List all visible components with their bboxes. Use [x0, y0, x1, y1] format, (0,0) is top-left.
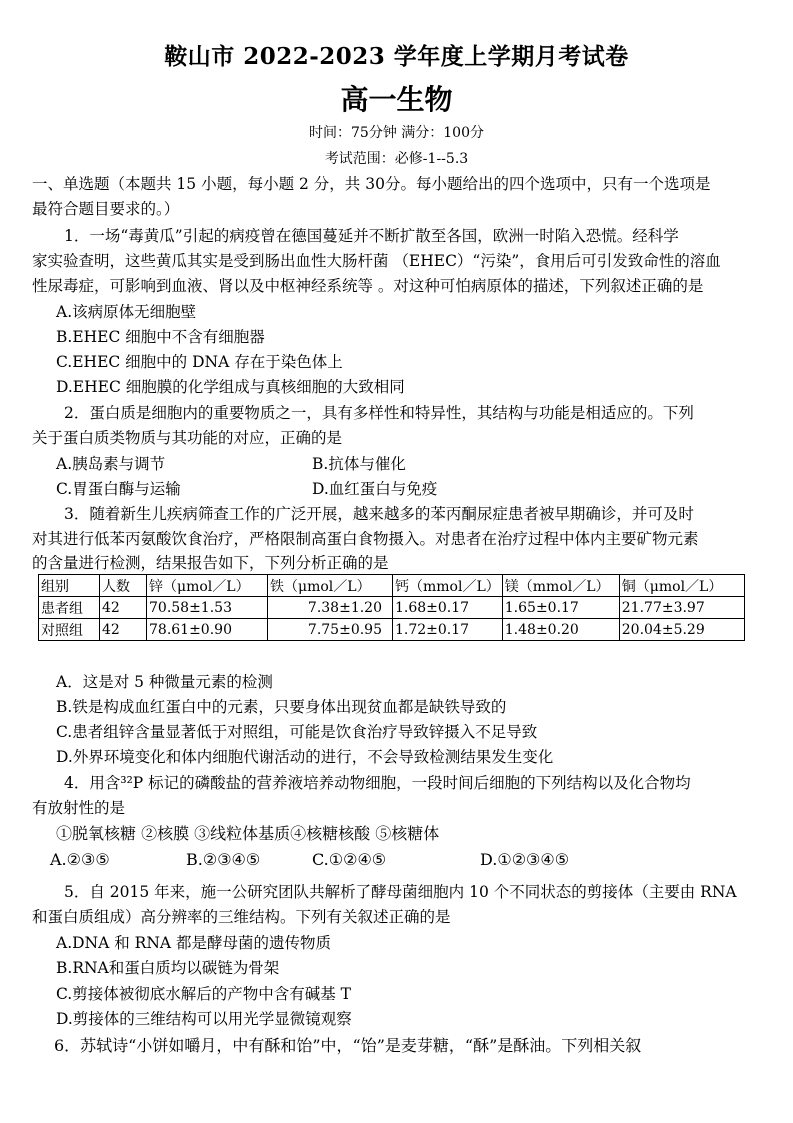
time-score: 时间：75分钟 满分：100分: [309, 125, 484, 141]
section-heading-line1: 一、单选题（本题共 15 小题，每小题 2 分，共 30分。每小题给出的四个选项中，只有一个选项是: [32, 175, 711, 193]
q2-option-b: B.抗体与催化: [312, 455, 406, 473]
table-cell: 20.04±5.29: [619, 619, 744, 641]
table-header-cell: 锌（μmol／L）: [147, 575, 268, 597]
q3-option-a: A．这是对 5 种微量元素的检测: [56, 673, 273, 691]
table-header-row: [39, 575, 745, 597]
q3-line1: 3．随着新生儿疾病筛查工作的广泛开展，越来越多的苯丙酮尿症患者被早期确诊，并可及时: [64, 505, 694, 523]
table-cell: 70.58±1.53: [147, 597, 268, 619]
section-heading-line2: 最符合题目要求的。）: [32, 200, 180, 218]
q4-option-c: C.①②④⑤: [312, 850, 387, 869]
table-cell: 1.65±0.17: [502, 597, 619, 619]
q2-line2: 关于蛋白质类物质与其功能的对应，正确的是: [32, 429, 343, 447]
q2-option-d: D.血红蛋白与免疫: [312, 480, 438, 498]
table-cell: 21.77±3.97: [619, 597, 744, 619]
exam-scope: 考试范围：必修-1--5.3: [324, 151, 469, 167]
table-header-cell: 铁（μmol／L）: [268, 575, 393, 597]
q3-option-c: C.患者组锌含量显著低于对照组，可能是饮食治疗导致锌摄入不足导致: [56, 723, 538, 741]
table-header-cell: 人数: [100, 575, 147, 597]
q3-line3: 的含量进行检测，结果报告如下，下列分析正确的是: [32, 554, 389, 572]
subject-title: 高一生物: [340, 83, 453, 116]
q4-line2: 有放射性的是: [32, 799, 126, 817]
q1-option-a: A.该病原体无细胞壁: [56, 303, 197, 321]
q4-items: ①脱氧核糖 ②核膜 ③线粒体基质④核糖核酸 ⑤核糖体: [56, 824, 440, 843]
q3-option-d: D.外界环境变化和体内细胞代谢活动的进行，不会导致检测结果发生变化: [56, 748, 554, 766]
table-header-cell: 钙（mmol／L）: [393, 575, 503, 597]
q5-option-b: B.RNA和蛋白质均以碳链为骨架: [56, 959, 280, 977]
q2-option-a: A.胰岛素与调节: [56, 455, 166, 473]
q4-line1: 4．用含³²P 标记的磷酸盐的营养液培养动物细胞，一段时间后细胞的下列结构以及化合物均: [64, 774, 691, 792]
q3-line2: 对其进行低苯丙氨酸饮食治疗，严格限制高蛋白食物摄入。对患者在治疗过程中体内主要矿物元素: [32, 530, 699, 548]
table-cell: 42: [100, 619, 147, 641]
q2-line1: 2．蛋白质是细胞内的重要物质之一，具有多样性和特异性，其结构与功能是相适应的。下列: [64, 404, 694, 422]
table-header-cell: 镁（mmol／L）: [502, 575, 619, 597]
q5-option-c: C.剪接体被彻底水解后的产物中含有碱基 T: [56, 985, 352, 1003]
table-cell: 7.75±0.95: [268, 619, 393, 641]
q6-line1: 6．苏轼诗“小饼如嚼月，中有酥和饴”中，“饴”是麦芽糖，“酥”是酥油。下列相关叙: [54, 1036, 642, 1055]
table-cell: 1.48±0.20: [502, 619, 619, 641]
q4-option-d: D.①②③④⑤: [480, 850, 570, 869]
table-cell: 42: [100, 597, 147, 619]
q4-option-a: A.②③⑤: [50, 850, 110, 869]
table-cell: 1.68±0.17: [393, 597, 503, 619]
table-header-cell: 铜（μmol／L）: [619, 575, 744, 597]
q5-line2: 和蛋白质组成）高分辨率的三维结构。下列有关叙述正确的是: [32, 908, 451, 926]
q5-option-a: A.DNA 和 RNA 都是酵母菌的遗传物质: [56, 934, 332, 952]
q2-option-c: C.胃蛋白酶与运输: [56, 480, 181, 498]
table-cell: 1.72±0.17: [393, 619, 503, 641]
q1-option-c: C.EHEC 细胞中的 DNA 存在于染色体上: [56, 353, 343, 371]
q1-line2: 家实验查明，这些黄瓜其实是受到肠出血性大肠杆菌 （EHEC）“污染”，食用后可引发致命性的溶血: [32, 252, 721, 270]
q1-line1: 1．一场“毒黄瓜”引起的病疫曾在德国蔓延并不断扩散至各国，欧洲一时陷入恐慌。经科学: [64, 227, 679, 245]
q1-option-b: B.EHEC 细胞中不含有细胞器: [56, 328, 265, 346]
q3-option-b: B.铁是构成血红蛋白中的元素，只要身体出现贫血都是缺铁导致的: [56, 698, 507, 716]
table-row: [39, 597, 745, 619]
mineral-table: [38, 574, 745, 641]
table-cell: 7.38±1.20: [268, 597, 393, 619]
q5-line1: 5．自 2015 年来，施一公研究团队共解析了酵母菌细胞内 10 个不同状态的剪接体（主要由 RNA: [64, 883, 737, 901]
q1-option-d: D.EHEC 细胞膜的化学组成与真核细胞的大致相同: [56, 378, 405, 396]
table-cell: 患者组: [39, 597, 100, 619]
exam-title: 鞍山市 2022-2023 学年度上学期月考试卷: [164, 43, 629, 70]
table-row: [39, 619, 745, 641]
q4-option-b: B.②③④⑤: [186, 850, 261, 869]
table-header-cell: 组别: [39, 575, 100, 597]
q5-option-d: D.剪接体的三维结构可以用光学显微镜观察: [56, 1010, 352, 1028]
table-cell: 对照组: [39, 619, 100, 641]
table-cell: 78.61±0.90: [147, 619, 268, 641]
q1-line3: 性尿毒症，可影响到血液、肾以及中枢神经系统等 。对这种可怕病原体的描述，下列叙述正确的是: [32, 277, 704, 295]
